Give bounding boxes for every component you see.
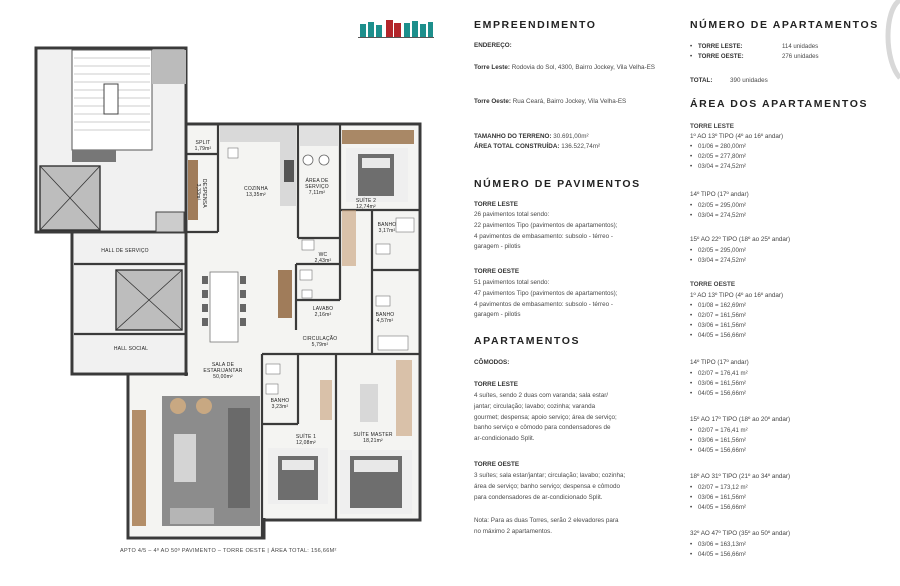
address-label: ENDEREÇO: [474, 42, 512, 49]
apartamentos-leste-line: gourmet; despensa; apoio serviço; área de serviço; [474, 413, 617, 421]
built-area-label: ÁREA TOTAL CONSTRUÍDA: [474, 143, 560, 150]
apartamentos-oeste-title: TORRE OESTE [474, 461, 520, 468]
apartamentos-leste-title: TORRE LESTE [474, 381, 518, 388]
room-service-hall: HALL DE SERVIÇO [101, 248, 149, 254]
area-group-heading: 1º AO 13º TIPO (4º ao 16º andar) [690, 292, 784, 299]
pavimentos-leste-line: 4 pavimentos de embasamento: subsolo - térreo - [474, 232, 613, 240]
room-bath: BANHO 4,57m² [375, 312, 395, 324]
area-item: • 04/05 = 156,66m² [690, 389, 748, 399]
area-item: • 01/06 = 280,00m² [690, 142, 746, 152]
area-group-heading: 18º AO 31º TIPO (21º ao 34º andar) [690, 473, 791, 480]
unit-count-list [690, 42, 870, 62]
room-bath-suite-2: BANHO 3,17m² [377, 222, 397, 234]
built-area [474, 142, 600, 153]
area-item: • 02/07 = 161,56m² [690, 311, 746, 321]
pavimentos-leste-text [474, 210, 618, 253]
unit-count-label: • TORRE LESTE: [698, 43, 743, 50]
apartamentos-leste-line: 4 suítes, sendo 2 duas com varanda; sala estar/ [474, 392, 609, 399]
section-title-pavimentos: NÚMERO DE PAVIMENTOS [474, 178, 641, 190]
pavimentos-oeste-line: 4 pavimentos de embasamento: subsolo - térreo - [474, 300, 613, 308]
unit-count-total-label: TOTAL: [690, 77, 713, 84]
section-title-area-apartamentos: ÁREA DOS APARTAMENTOS [690, 98, 869, 110]
area-item: • 02/07 = 173,12 m² [690, 483, 748, 493]
area-item: • 03/06 = 161,56m² [690, 379, 748, 389]
area-item: • 03/06 = 161,56m² [690, 493, 748, 503]
apartamentos-note-line: Nota: Para as duas Torres, serão 2 elevadores para [474, 517, 619, 524]
unit-count-row [690, 42, 870, 52]
address-oeste-text: Rua Ceará, Bairro Jockey, Vila Velha-ES [512, 98, 627, 105]
apartamentos-leste-text [474, 391, 617, 445]
area-item: • 03/06 = 161,56m² [690, 321, 746, 331]
area-group-heading: 15º AO 17º TIPO (18º ao 20º andar) [690, 416, 791, 423]
pavimentos-leste-line: garagem - pilotis [474, 243, 521, 251]
room-split: SPLIT 1,79m² [194, 140, 212, 152]
area-item: • 02/05 = 295,00m² [690, 246, 746, 256]
apartamentos-oeste-line: área de serviço; banho serviço; despensa e cômodo [474, 482, 620, 490]
pavimentos-oeste-line: 51 pavimentos total sendo: [474, 279, 550, 286]
area-item: • 03/04 = 274,52m² [690, 211, 746, 221]
built-area-value: 136.522,74m² [561, 143, 601, 150]
area-item: • 03/06 = 161,56m² [690, 436, 748, 446]
area-oeste-title: TORRE OESTE [690, 281, 736, 288]
apartamentos-oeste-line: 3 suítes; sala estar/jantar; circulação; lavabo; cozinha; [474, 472, 626, 479]
pavimentos-leste-title: TORRE LESTE [474, 201, 518, 208]
apartamentos-note [474, 516, 618, 538]
area-item: • 04/05 = 156,66m² [690, 331, 746, 341]
area-group-list [690, 201, 746, 221]
area-item: • 04/05 = 156,66m² [690, 503, 748, 513]
building-logo-icon [358, 20, 434, 38]
apartamentos-leste-line: jantar; circulação; lavabo; cozinha; varanda [474, 402, 596, 410]
unit-count-label: • TORRE OESTE: [698, 53, 744, 60]
pavimentos-leste-line: 26 pavimentos total sendo: [474, 211, 550, 218]
apartamentos-oeste-line: para condensadores de ar-condicionado Split. [474, 493, 603, 501]
room-social-hall: HALL SOCIAL [113, 346, 149, 352]
apartamentos-oeste-text [474, 471, 625, 503]
room-bath-suite-1: BANHO 3,23m² [270, 398, 290, 410]
pavimentos-oeste-text [474, 278, 618, 321]
area-item: • 04/05 = 156,66m² [690, 550, 746, 560]
room-suite-1: SUÍTE 1 12,08m² [295, 434, 317, 446]
area-group-list [690, 369, 748, 399]
address-leste-text: Rodovia do Sol, 4300, Bairro Jockey, Vila Velha-ES [511, 64, 655, 71]
area-group-heading: 1º AO 13º TIPO (4º ao 16º andar) [690, 133, 784, 140]
area-item: • 01/08 = 162,69m² [690, 301, 746, 311]
room-pantry: DESPENSA 3,33m² [195, 179, 207, 208]
floor-plan [0, 0, 440, 586]
area-group-heading: 15º AO 22º TIPO (18º ao 25º andar) [690, 236, 791, 243]
floor-plan-drawing [0, 0, 440, 586]
unit-count-row [690, 52, 870, 62]
room-suite-2: SUÍTE 2 12,74m² [355, 198, 377, 210]
address-oeste-label: Torre Oeste: [474, 98, 511, 105]
area-item: • 02/07 = 176,41 m² [690, 369, 748, 379]
unit-count-total [690, 76, 768, 87]
terrain-size-value: 30.691,00m² [553, 133, 589, 140]
area-group-list [690, 142, 746, 172]
pavimentos-leste-line: 22 pavimentos Tipo (pavimentos de apartamentos); [474, 221, 618, 229]
apartamentos-leste-line: ar-condicionado Split. [474, 435, 535, 443]
unit-count-value: 114 unidades [782, 43, 819, 50]
terrain-size-label: TAMANHO DO TERRENO: [474, 133, 552, 140]
apartamentos-leste-line: banho serviço e cômodo para condensadores de [474, 424, 611, 432]
room-circulation: CIRCULAÇÃO 5,79m² [302, 336, 338, 348]
area-item: • 04/05 = 156,66m² [690, 446, 748, 456]
apartamentos-note-line: no máximo 2 apartamentos. [474, 527, 553, 535]
section-title-apartamentos: APARTAMENTOS [474, 335, 581, 347]
comodos-label: CÔMODOS: [474, 359, 510, 366]
address-leste-label: Torre Leste: [474, 64, 510, 71]
area-item: • 03/04 = 274,52m² [690, 162, 746, 172]
pavimentos-oeste-line: garagem - pilotis [474, 311, 521, 319]
address-leste [474, 63, 670, 74]
room-wc: WC 2,43m² [314, 252, 332, 264]
area-group-heading: 32º AO 47º TIPO (35º ao 50º andar) [690, 530, 791, 537]
room-kitchen: COZINHA 13,35m² [244, 186, 268, 198]
room-service-area: ÁREA DE SERVIÇO 7,11m² [305, 178, 329, 196]
area-group-heading: 14º TIPO (17º andar) [690, 191, 749, 198]
room-lavatory: LAVABO 2,16m² [312, 306, 334, 318]
area-group-list [690, 246, 746, 266]
area-group-heading: 14º TIPO (17º andar) [690, 359, 749, 366]
pavimentos-oeste-line: 47 pavimentos Tipo (pavimentos de apartamentos); [474, 289, 618, 297]
area-item: • 02/05 = 295,00m² [690, 201, 746, 211]
floor-plan-caption: APTO 4/5 – 4º AO 50º PAVIMENTO – TORRE OESTE | ÁREA TOTAL: 156,66M² [120, 548, 337, 554]
unit-count-value: 276 unidades [782, 53, 819, 60]
area-item: • 02/07 = 176,41 m² [690, 426, 748, 436]
area-group-list [690, 483, 748, 513]
area-group-list [690, 301, 746, 341]
area-group-list [690, 426, 748, 456]
unit-count-total-value: 390 unidades [730, 77, 768, 84]
section-title-empreendimento: EMPREENDIMENTO [474, 19, 597, 31]
area-leste-title: TORRE LESTE [690, 123, 734, 130]
page-edge-decoration-icon [878, 0, 900, 80]
section-title-numero-apartamentos: NÚMERO DE APARTAMENTOS [690, 19, 879, 31]
address-oeste [474, 97, 670, 108]
room-living-dining: SALA DE ESTAR/JANTAR 50,00m² [203, 362, 243, 380]
area-item: • 03/06 = 163,13m² [690, 540, 746, 550]
area-item: • 03/04 = 274,52m² [690, 256, 746, 266]
pavimentos-oeste-title: TORRE OESTE [474, 268, 520, 275]
area-item: • 02/05 = 277,80m² [690, 152, 746, 162]
area-group-list [690, 540, 746, 560]
room-master-suite: SUÍTE MASTER 18,21m² [353, 432, 393, 444]
